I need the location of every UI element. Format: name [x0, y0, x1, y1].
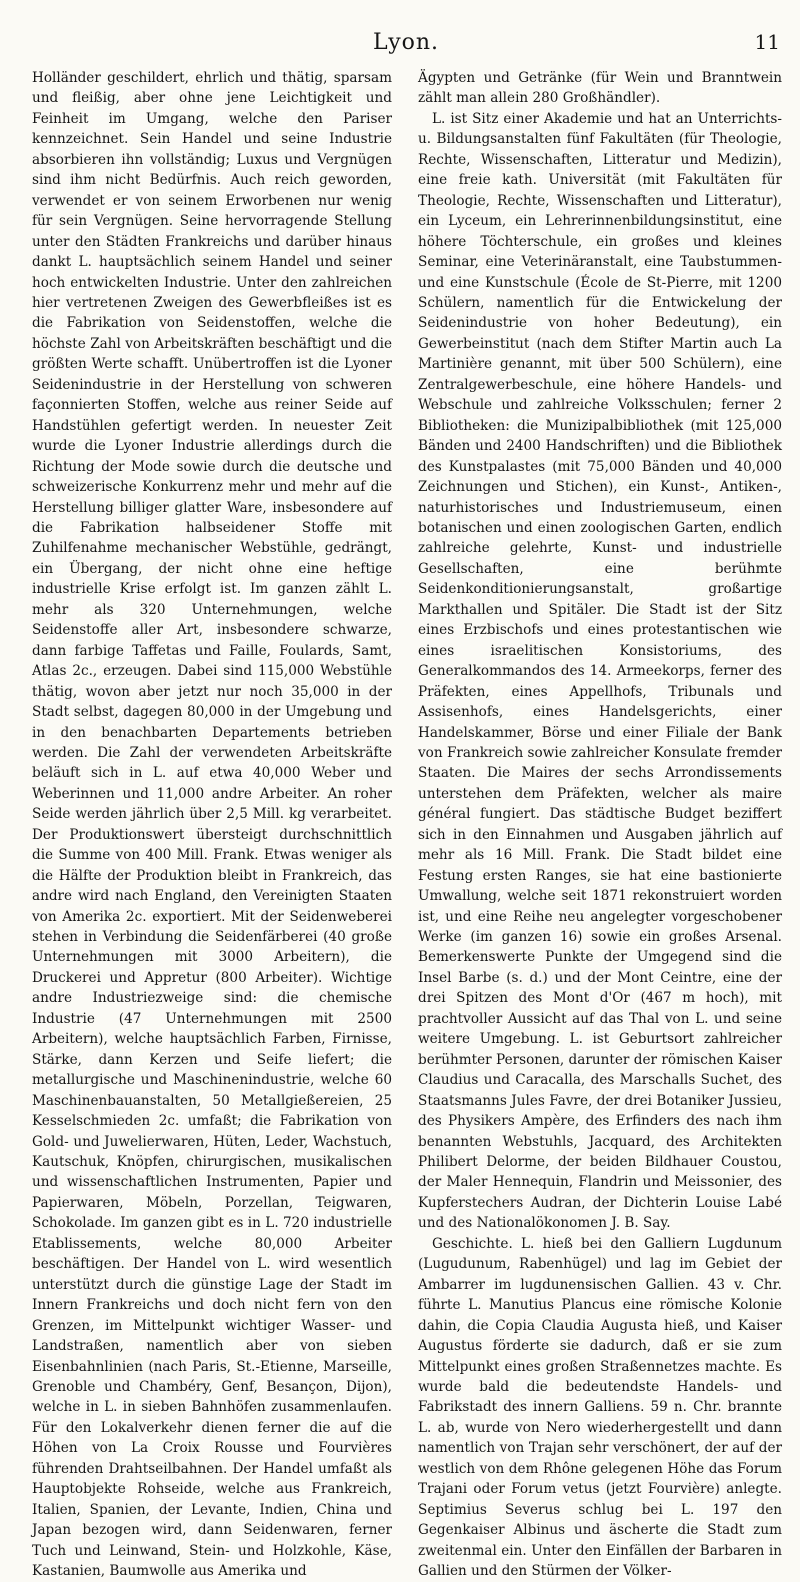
paragraph: L. ist Sitz einer Akademie und hat an Unterrichts- u. Bildungsanstalten fünf Fakultäten (für Theologie, Rechte, Wissenschaften, Litteratur und Medizin), eine freie kath. Universität (mit Fakultäten für Theologie, Rechte, Wissenschaften und Litteratur), ein Lyceum, ein Lehrerinnenbildungsinstitut, eine höhere Töchterschule, ein großes und kleines Seminar, eine Veterinäranstalt, eine Taubstummen- und eine Kunstschule (École de St-Pierre, mit 1200 Schülern, namentlich für die Entwickelung der Seidenindustrie von hoher Bedeutung), ein Gewerbeinstitut (nach dem Stifter Martin auch La Martinière genannt, mit über 500 Schülern), eine Zentralgewerbeschule, eine höhere Handels- und Webschule und zahlreiche Volksschulen; ferner 2 Bibliotheken: die Munizipalbibliothek (mit 125,000 Bänden und 2400 Handschriften) und die Bibliothek des Kunstpalastes (mit 75,000 Bänden und 40,000 Zeichnungen und Stichen), ein Kunst-, Antiken-, naturhistorisches und Industriemuseum, einen botanischen und einen zoologischen Garten, endlich zahlreiche gelehrte, Kunst- und industrielle Gesellschaften, eine berühmte Seidenkonditionierungsanstalt, großartige Markthallen und Spitäler. Die Stadt ist der Sitz eines Erzbischofs und eines protestantischen wie eines israelitischen Konsistoriums, des Generalkommandos des 14. Armeekorps, ferner des Präfekten, eines Appellhofs, Tribunals und Assisenhofs, eines Handelsgerichts, einer Handelskammer, Börse und einer Filiale der Bank von Frankreich sowie zahlreicher Konsulate fremder Staaten. Die Maires der sechs Arrondissements unterstehen dem Präfekten, welcher als maire général fungiert. Das städtische Budget beziffert sich in den Einnahmen und Ausgaben jährlich auf mehr als 16 Mill. Frank. Die Stadt bildet eine Festung ersten Ranges, sie hat eine bastionierte Umwallung, welche seit 1871 rekonstruiert worden ist, und eine Reihe neu angelegter vorgeschobener Werke (im ganzen 16) sowie ein großes Arsenal. Bemerkenswerte Punkte der Umgegend sind die Insel Barbe (s. d.) und der Mont Ceintre, eine der drei Spitzen des Mont d'Or (467 m hoch), mit prachtvoller Aussicht auf das Thal von L. und seine weitere Umgebung. L. ist Geburtsort zahlreicher berühmter Personen, darunter der römischen Kaiser Claudius und Caracalla, des Marschalls Suchet, des Staatsmanns Jules Favre, der drei Botaniker Jussieu, des Physikers Ampère, des Erfinders des nach ihm benannten Webstuhls, Jacquard, des Architekten Philibert Delorme, der beiden Bildhauer Coustou, der Maler Hennequin, Flandrin und Meissonier, des Kupferstechers Audran, der Dichterin Louise Labé und des Nationalökonomen J. B. Say. [418, 110, 782, 1232]
paragraph: Geschichte. L. hieß bei den Galliern Lugdunum (Lugudunum, Rabenhügel) und lag im Gebiet der Ambarrer im lugdunensischen Gallien. 43 v. Chr. führte L. Manutius Plancus eine römische Kolonie dahin, die Copia Claudia Augusta hieß, und Kaiser Augustus förderte sie dadurch, daß er sie zum Mittelpunkt eines großen Straßennetzes machte. Es wurde bald die bedeutendste Handels- und Fabrikstadt des innern Galliens. 59 n. Chr. brannte L. ab, wurde von Nero wiederhergestellt und dann namentlich von Trajan sehr verschönert, der auf der westlich von dem Rhône gelegenen Höhe das Forum Trajani oder Forum vetus (jetzt Fourvière) anlegte. Septimius Severus schlug bei L. 197 den Gegenkaiser Albinus und äscherte die Stadt zum zweitenmal ein. Unter den Einfällen der Barbaren in Gallien und den Stürmen der Völker- [418, 1235, 782, 1580]
page-header [32, 30, 780, 62]
right-column [418, 68, 782, 1582]
left-column [32, 68, 392, 1582]
page-title: Lyon. [372, 30, 440, 55]
paragraph: Holländer geschildert, ehrlich und thätig, sparsam und fleißig, aber ohne jene Leichtigkeit und Feinheit im Umgang, welche den Pariser kennzeichnet. Sein Handel und seine Industrie absorbieren ihn vollständig; Luxus und Vergnügen sind ihm nicht Bedürfnis. Auch reich geworden, verwendet er von seinem Erworbenen nur wenig für sein Vergnügen. Seine hervorragende Stellung unter den Städten Frankreichs und darüber hinaus dankt L. hauptsächlich seinem Handel und seiner hoch entwickelten Industrie. Unter den zahlreichen hier vertretenen Zweigen des Gewerbfleißes ist es die Fabrikation von Seidenstoffen, welche die höchste Zahl von Arbeitskräften beschäftigt und die größten Werte schafft. Unübertroffen ist die Lyoner Seidenindustrie in der Herstellung von schweren façonnierten Stoffen, welche aus reiner Seide auf Handstühlen gefertigt werden. In neuester Zeit wurde die Lyoner Industrie allerdings durch die Richtung der Mode sowie durch die deutsche und schweizerische Konkurrenz mehr und mehr auf die Herstellung billiger glatter Ware, insbesondere auf die Fabrikation halbseidener Stoffe mit Zuhilfenahme mechanischer Webstühle, gedrängt, ein Übergang, der nicht ohne eine heftige industrielle Krise erfolgt ist. Im ganzen zählt L. mehr als 320 Unternehmungen, welche Seidenstoffe aller Art, insbesondere schwarze, dann farbige Taffetas und Faille, Foulards, Samt, Atlas 2c., erzeugen. Dabei sind 115,000 Webstühle thätig, wovon aber jetzt nur noch 35,000 in der Stadt selbst, dagegen 80,000 in der Umgebung und in den benachbarten Departements betrieben werden. Die Zahl der verwendeten Arbeitskräfte beläuft sich in L. auf etwa 40,000 Weber und Weberinnen und 11,000 andre Arbeiter. An roher Seide werden jährlich über 2,5 Mill. kg verarbeitet. Der Produktionswert übersteigt durchschnittlich die Summe von 400 Mill. Frank. Etwas weniger als die Hälfte der Produktion bleibt in Frankreich, das andre wird nach England, den Vereinigten Staaten von Amerika 2c. exportiert. Mit der Seidenweberei stehen in Verbindung die Seidenfärberei (40 große Unternehmungen mit 3000 Arbeitern), die Druckerei und Appretur (800 Arbeiter). Wichtige andre Industriezweige sind: die chemische Industrie (47 Unternehmungen mit 2500 Arbeitern), welche hauptsächlich Farben, Firnisse, Stärke, dann Kerzen und Seife liefert; die metallurgische und Maschinenindustrie, welche 60 Maschinenbauanstalten, 50 Metallgießereien, 25 Kesselschmieden 2c. umfaßt; die Fabrikation von Gold- und Juwelierwaren, Hüten, Leder, Wachstuch, Kautschuk, Knöpfen, chirurgischen, musikalischen und wissenschaftlichen Instrumenten, Papier und Papierwaren, Möbeln, Porzellan, Teigwaren, Schokolade. Im ganzen gibt es in L. 720 industrielle Etablissements, welche 80,000 Arbeiter beschäftigen. Der Handel von L. wird wesentlich unterstützt durch die günstige Lage der Stadt im Innern Frankreichs und doch nicht fern von den Grenzen, im Mittelpunkt wichtiger Wasser- und Landstraßen, namentlich aber von sieben Eisenbahnlinien (nach Paris, St.-Etienne, Marseille, Grenoble und Chambéry, Genf, Besançon, Dijon), welche in L. in sieben Bahnhöfen zusammenlaufen. Für den Lokalverkehr dienen ferner die auf die Höhen von La Croix Rousse und Fourvières führenden Drahtseilbahnen. Der Handel umfaßt als Hauptobjekte Rohseide, welche aus Frankreich, Italien, Spanien, der Levante, Indien, China und Japan bezogen wird, dann Seidenwaren, ferner Tuch und Leinwand, Stein- und Holzkohle, Käse, Kastanien, Baumwolle aus Amerika und [32, 70, 392, 1580]
paragraph: Ägypten und Getränke (für Wein und Branntwein zählt man allein 280 Großhändler). [418, 70, 782, 107]
page-number: 11 [754, 30, 780, 54]
